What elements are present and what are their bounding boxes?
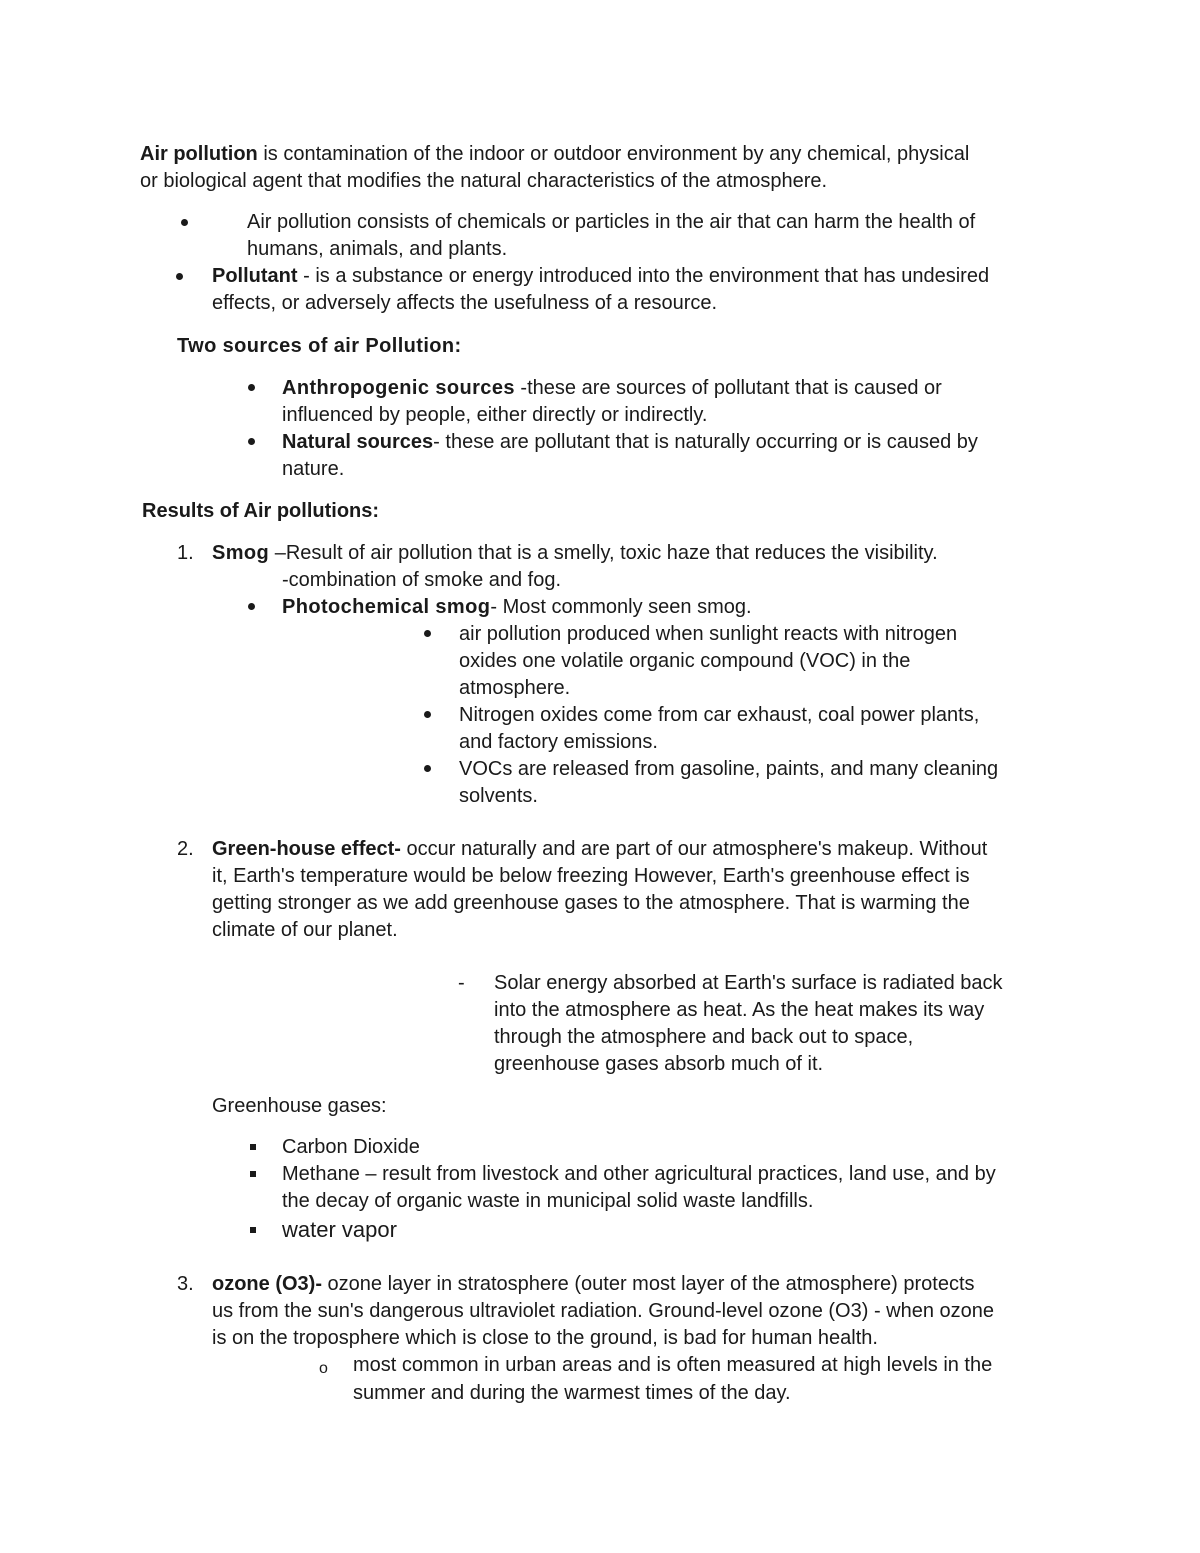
smog-sub-3-line-2: solvents. [459,785,538,807]
ozone-text: ozone layer in stratosphere (outer most layer of the atmosphere) protects [322,1273,975,1295]
bullet-icon [176,273,183,280]
natural-term: Natural sources [282,431,434,453]
bullet-icon [424,711,431,718]
greenhouse-term: Green-house effect- [212,838,401,860]
greenhouse-line-1 [212,836,987,863]
anthropogenic-term: Anthropogenic sources [282,377,515,399]
smog-sub-1-line-1: air pollution produced when sunlight reacts with nitrogen [459,623,958,645]
smog-text: –Result of air pollution that is a smelly, toxic haze that reduces the visibility. [269,542,938,564]
gas-2-line-1: Methane – result from livestock and other agricultural practices, land use, and by [282,1163,996,1185]
pollutant-line-1 [212,263,989,290]
dash-line-2: into the atmosphere as heat. As the heat makes its way [494,999,985,1021]
gas-2-line-2: the decay of organic waste in municipal solid waste landfills. [282,1190,814,1212]
photochemical-line [282,594,752,621]
intro-term: Air pollution [140,143,258,165]
ozone-sub-line-2: summer and during the warmest times of the day. [353,1382,791,1404]
dash-marker: - [458,972,465,994]
gas-1-line-1: Carbon Dioxide [282,1136,420,1158]
smog-sub-1-line-3: atmosphere. [459,677,571,699]
anthropogenic-line-2: influenced by people, either directly or indirectly. [282,404,708,426]
smog-line-1 [212,540,938,567]
intro-line-2: or biological agent that modifies the natural characteristics of the atmosphere. [140,170,828,192]
greenhouse-line-4: climate of our planet. [212,919,398,941]
bullet-icon [424,765,431,772]
square-bullet-icon [250,1227,256,1233]
list-number: 2. [177,838,194,860]
natural-line-2: nature. [282,458,345,480]
square-bullet-icon [250,1171,256,1177]
photochemical-text: - Most commonly seen smog. [490,596,752,618]
bullet-icon [248,603,255,610]
smog-sub-2-line-2: and factory emissions. [459,731,658,753]
smog-sub-1-line-2: oxides one volatile organic compound (VOC) in the [459,650,911,672]
gases-heading: Greenhouse gases: [212,1095,387,1117]
bullet-icon [181,219,188,226]
results-heading: Results of Air pollutions: [142,500,380,522]
smog-line-2: -combination of smoke and fog. [282,569,562,591]
pollutant-term: Pollutant [212,265,298,287]
natural-text: - these are pollutant that is naturally occurring or is caused by [433,431,978,453]
bullet-icon [248,384,255,391]
dash-line-1: Solar energy absorbed at Earth's surface is radiated back [494,972,1003,994]
list-number: 1. [177,542,194,564]
gas-3-line-1: water vapor [282,1217,397,1242]
ozone-term: ozone (O3)- [212,1273,322,1295]
smog-sub-2-line-1: Nitrogen oxides come from car exhaust, coal power plants, [459,704,980,726]
bullet-icon [424,630,431,637]
intro-bullet-1-line-1: Air pollution consists of chemicals or particles in the air that can harm the health of [247,211,976,233]
dash-line-3: through the atmosphere and back out to space, [494,1026,914,1048]
pollutant-text: - is a substance or energy introduced into the environment that has undesired [297,265,990,287]
greenhouse-line-2: it, Earth's temperature would be below freezing However, Earth's greenhouse effect is [212,865,970,887]
ozone-line-3: is on the troposphere which is close to the ground, is bad for human health. [212,1327,878,1349]
bullet-icon [248,438,255,445]
anthropogenic-line-1 [282,375,942,402]
sources-heading: Two sources of air Pollution: [177,335,462,357]
intro-line-1 [140,141,969,168]
square-bullet-icon [250,1144,256,1150]
circle-bullet-icon: o [319,1360,328,1377]
smog-term: Smog [212,542,270,564]
greenhouse-text: occur naturally and are part of our atmosphere's makeup. Without [400,838,988,860]
pollutant-line-2: effects, or adversely affects the usefulness of a resource. [212,292,718,314]
intro-text: is contamination of the indoor or outdoor environment by any chemical, physical [257,143,970,165]
ozone-line-1 [212,1271,975,1298]
ozone-sub-line-1: most common in urban areas and is often measured at high levels in the [353,1354,993,1376]
greenhouse-line-3: getting stronger as we add greenhouse gases to the atmosphere. That is warming the [212,892,970,914]
dash-line-4: greenhouse gases absorb much of it. [494,1053,824,1075]
anthropogenic-text: -these are sources of pollutant that is caused or [514,377,942,399]
ozone-line-2: us from the sun's dangerous ultraviolet radiation. Ground-level ozone (O3) - when ozone [212,1300,995,1322]
natural-line-1 [282,429,978,456]
smog-sub-3-line-1: VOCs are released from gasoline, paints, and many cleaning [459,758,999,780]
intro-bullet-1-line-2: humans, animals, and plants. [247,238,508,260]
photochemical-term: Photochemical smog [282,596,491,618]
list-number: 3. [177,1273,194,1295]
